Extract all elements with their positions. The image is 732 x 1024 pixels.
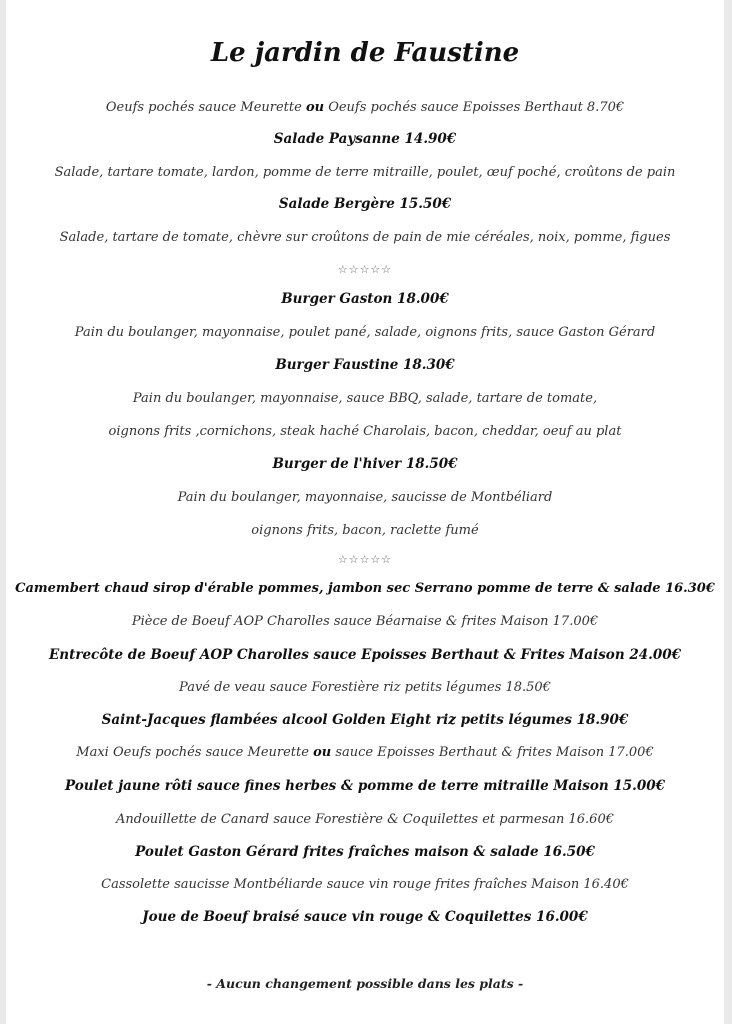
dish-andouillette: Andouillette de Canard sauce Forestière & Coquilettes et parmesan 16.60€ [116, 812, 614, 827]
dish-poulet-jaune: Poulet jaune rôti sauce fines herbes & pomme de terre mitraille Maison 15.00€ [64, 778, 666, 794]
dish-entrecote: Entrecôte de Boeuf AOP Charolles sauce Epoisses Berthaut & Frites Maison 24.00€ [49, 647, 681, 663]
dish-poulet-gaston: Poulet Gaston Gérard frites fraîches maison & salade 16.50€ [135, 844, 595, 860]
menu-item-oeufs-poches [6, 100, 724, 115]
separator-stars-1: ☆☆☆☆☆ [337, 263, 393, 276]
dish-piece-boeuf: Pièce de Boeuf AOP Charolles sauce Béarnaise & frites Maison 17.00€ [131, 614, 599, 629]
desc-burger-faustine-2: oignons frits ,cornichons, steak haché Charolais, bacon, cheddar, oeuf au plat [108, 424, 622, 439]
menu-page [6, 0, 724, 1024]
dish-burger-faustine: Burger Faustine 18.30€ [275, 357, 455, 373]
menu-content [6, 0, 724, 1024]
dish-salade-bergere: Salade Bergère 15.50€ [278, 196, 452, 212]
desc-burger-hiver-2: oignons frits, bacon, raclette fumé [251, 523, 479, 538]
separator-stars-2: ☆☆☆☆☆ [337, 553, 393, 566]
dish-camembert: Camembert chaud sirop d'érable pommes, jambon sec Serrano pomme de terre & salade 16.30€ [15, 581, 715, 596]
maxi-oeufs-part2: sauce Epoisses Berthaut & frites Maison 17.00€ [331, 745, 654, 760]
oeufs-or: ou [305, 100, 325, 115]
dish-pave-veau: Pavé de veau sauce Forestière riz petits légumes 18.50€ [179, 680, 551, 695]
dish-burger-hiver: Burger de l'hiver 18.50€ [272, 456, 458, 472]
footer-note: - Aucun changement possible dans les plats - [206, 976, 524, 991]
desc-salade-paysanne: Salade, tartare tomate, lardon, pomme de terre mitraille, poulet, œuf poché, croûtons de pain [54, 165, 676, 180]
page-title: Le jardin de Faustine [210, 38, 520, 68]
desc-burger-faustine-1: Pain du boulanger, mayonnaise, sauce BBQ, salade, tartare de tomate, [132, 391, 598, 406]
dish-salade-paysanne: Salade Paysanne 14.90€ [273, 131, 457, 147]
dish-maxi-oeufs [6, 745, 724, 760]
oeufs-part1: Oeufs pochés sauce Meurette [105, 100, 306, 115]
dish-saint-jacques: Saint-Jacques flambées alcool Golden Eight riz petits légumes 18.90€ [101, 712, 629, 728]
desc-burger-hiver-1: Pain du boulanger, mayonnaise, saucisse de Montbéliard [177, 490, 553, 505]
desc-burger-gaston: Pain du boulanger, mayonnaise, poulet pané, salade, oignons frits, sauce Gaston Gérard [74, 325, 656, 340]
desc-salade-bergere: Salade, tartare de tomate, chèvre sur croûtons de pain de mie céréales, noix, pomme, figues [59, 230, 671, 245]
dish-cassolette: Cassolette saucisse Montbéliarde sauce vin rouge frites fraîches Maison 16.40€ [101, 877, 629, 892]
oeufs-part2: Oeufs pochés sauce Epoisses Berthaut 8.70€ [324, 100, 625, 115]
maxi-oeufs-or: ou [313, 745, 332, 760]
maxi-oeufs-part1: Maxi Oeufs pochés sauce Meurette [76, 745, 314, 760]
dish-burger-gaston: Burger Gaston 18.00€ [281, 291, 449, 307]
dish-joue-boeuf: Joue de Boeuf braisé sauce vin rouge & Coquilettes 16.00€ [142, 909, 588, 925]
